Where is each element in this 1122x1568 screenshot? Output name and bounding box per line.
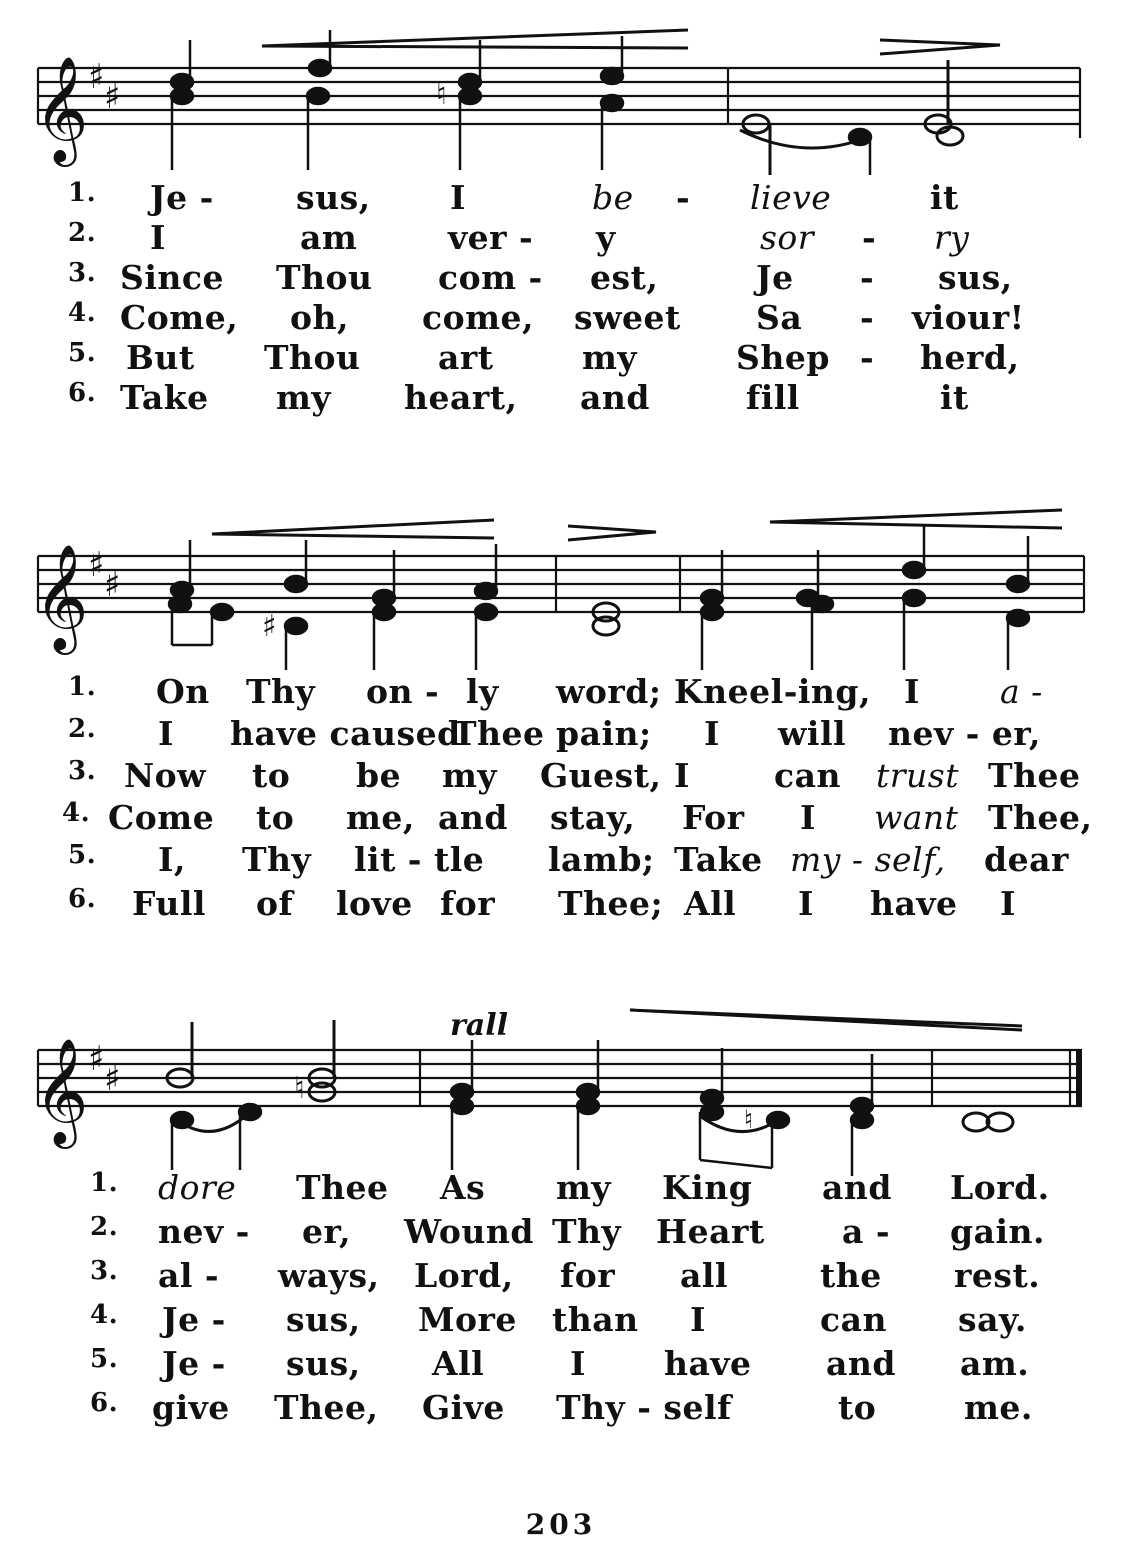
lyric-word: dore bbox=[158, 1168, 237, 1207]
lyric-word: Full bbox=[132, 884, 206, 923]
lyric-word: my bbox=[582, 338, 638, 377]
lyric-word: of bbox=[256, 884, 294, 923]
verse-line bbox=[0, 840, 1122, 878]
staff-3 bbox=[0, 1000, 1122, 1180]
lyric-word: y bbox=[596, 218, 616, 257]
lyric-word: can bbox=[820, 1300, 887, 1339]
verse-number: 1. bbox=[68, 672, 97, 702]
lyric-word: Thee; bbox=[558, 884, 664, 923]
system-3 bbox=[0, 1000, 1122, 1440]
verse-number: 2. bbox=[90, 1212, 119, 1242]
lyric-word: er, bbox=[302, 1212, 351, 1251]
lyric-word: Guest, bbox=[540, 756, 662, 795]
lyric-word: art bbox=[438, 338, 494, 377]
lyric-word: But bbox=[126, 338, 195, 377]
lyric-word: me. bbox=[964, 1388, 1033, 1427]
lyric-word: Thee bbox=[296, 1168, 389, 1207]
lyric-word: Wound bbox=[404, 1212, 534, 1251]
lyric-word: oh, bbox=[290, 298, 349, 337]
lyric-word: Thou bbox=[276, 258, 373, 297]
lyric-word: - bbox=[862, 218, 877, 257]
lyric-word: lit - tle bbox=[354, 840, 485, 879]
lyric-word: I bbox=[1000, 884, 1016, 923]
lyric-word: all bbox=[680, 1256, 728, 1295]
lyric-word: the bbox=[820, 1256, 882, 1295]
lyric-word: my bbox=[442, 756, 498, 795]
lyric-word: say. bbox=[958, 1300, 1027, 1339]
lyric-word: I bbox=[674, 756, 690, 795]
lyric-word: stay, bbox=[550, 798, 636, 837]
lyric-word: I bbox=[570, 1344, 586, 1383]
lyric-word: sus, bbox=[286, 1344, 361, 1383]
lyric-word: love bbox=[336, 884, 413, 923]
lyric-word: and bbox=[822, 1168, 892, 1207]
lyric-word: sus, bbox=[286, 1300, 361, 1339]
verse-line bbox=[0, 338, 1122, 376]
treble-clef-icon: 𝄞 bbox=[34, 55, 89, 162]
staff-1 bbox=[0, 0, 1122, 180]
natural-icon: ♮ bbox=[436, 77, 447, 112]
lyric-word: ly bbox=[466, 672, 499, 711]
lyric-word: Kneel-ing, bbox=[674, 672, 871, 711]
lyric-word: Thou bbox=[264, 338, 361, 377]
lyric-word: Take bbox=[120, 378, 209, 417]
lyric-word: Give bbox=[422, 1388, 505, 1427]
lyric-word: ways, bbox=[278, 1256, 380, 1295]
lyric-word: and bbox=[438, 798, 508, 837]
verse-number: 1. bbox=[68, 178, 97, 208]
verse-line bbox=[0, 378, 1122, 416]
verse-number: 5. bbox=[68, 840, 97, 870]
page-number: 203 bbox=[525, 1508, 597, 1541]
verse-line bbox=[0, 218, 1122, 256]
lyric-word: give bbox=[152, 1388, 230, 1427]
lyric-word: nev - bbox=[158, 1212, 250, 1251]
lyric-word: viour! bbox=[912, 298, 1025, 337]
lyric-word: I bbox=[798, 884, 814, 923]
lyric-word: As bbox=[440, 1168, 486, 1207]
lyric-word: al - bbox=[158, 1256, 220, 1295]
lyric-word: Since bbox=[120, 258, 224, 297]
sharp-icon: ♯ bbox=[88, 1039, 105, 1079]
verse-number: 2. bbox=[68, 714, 97, 744]
verse-line bbox=[0, 178, 1122, 216]
lyric-word: be bbox=[356, 756, 402, 795]
verse-number: 4. bbox=[90, 1300, 119, 1330]
verse-line bbox=[0, 714, 1122, 752]
lyric-word: have caused bbox=[230, 714, 461, 753]
system-1 bbox=[0, 0, 1122, 420]
lyric-word: heart, bbox=[404, 378, 518, 417]
sharp-icon: ♯ bbox=[88, 57, 105, 97]
verse-line bbox=[0, 1212, 1122, 1250]
lyric-word: I bbox=[800, 798, 816, 837]
treble-clef-icon: 𝄞 bbox=[34, 1037, 89, 1144]
lyric-word: Lord, bbox=[414, 1256, 514, 1295]
lyric-word: nev - er, bbox=[888, 714, 1041, 753]
lyric-word: Take bbox=[674, 840, 763, 879]
lyric-word: Shep bbox=[736, 338, 830, 377]
verse-number: 3. bbox=[68, 756, 97, 786]
verse-number: 6. bbox=[90, 1388, 119, 1418]
lyric-word: I bbox=[158, 714, 174, 753]
lyric-word: and bbox=[580, 378, 650, 417]
sharp-icon: ♯ bbox=[88, 545, 105, 585]
verse-line bbox=[0, 1300, 1122, 1338]
sharp-icon: ♯ bbox=[104, 77, 121, 117]
lyric-word: com - bbox=[438, 258, 543, 297]
lyric-word: For bbox=[682, 798, 745, 837]
lyric-word: it bbox=[940, 378, 969, 417]
lyric-word: than bbox=[552, 1300, 639, 1339]
lyric-word: Come, bbox=[120, 298, 239, 337]
lyric-word: for bbox=[440, 884, 496, 923]
lyric-word: can bbox=[774, 756, 841, 795]
verse-line bbox=[0, 1168, 1122, 1206]
sharp-icon: ♯ bbox=[104, 565, 121, 605]
verse-line bbox=[0, 1388, 1122, 1426]
verse-line bbox=[0, 1256, 1122, 1294]
lyric-word: I, bbox=[158, 840, 186, 879]
verse-number: 1. bbox=[90, 1168, 119, 1198]
lyric-word: All bbox=[432, 1344, 485, 1383]
lyric-word: ry bbox=[934, 218, 970, 257]
verse-line bbox=[0, 884, 1122, 922]
lyric-word: am. bbox=[960, 1344, 1030, 1383]
lyric-word: - bbox=[860, 298, 875, 337]
lyric-word: Sa bbox=[756, 298, 803, 337]
lyric-word: sweet bbox=[574, 298, 681, 337]
lyric-word: Thy bbox=[552, 1212, 622, 1251]
lyric-word: - bbox=[860, 338, 875, 377]
lyric-word: be bbox=[592, 178, 634, 217]
lyric-word: am bbox=[300, 218, 358, 257]
lyric-word: Thy bbox=[246, 672, 316, 711]
lyric-word: on - bbox=[366, 672, 440, 711]
lyric-word: my bbox=[556, 1168, 612, 1207]
lyric-word: to bbox=[252, 756, 291, 795]
lyric-word: herd, bbox=[920, 338, 1020, 377]
lyric-word: dear bbox=[984, 840, 1069, 879]
sharp-icon: ♯ bbox=[104, 1059, 121, 1099]
lyric-word: to bbox=[838, 1388, 877, 1427]
sharp-icon: ♯ bbox=[262, 609, 277, 644]
system-2 bbox=[0, 500, 1122, 940]
lyric-word: have bbox=[870, 884, 958, 923]
lyric-word: for bbox=[560, 1256, 616, 1295]
lyric-word: want bbox=[874, 798, 959, 837]
lyric-word: Je - bbox=[162, 1344, 226, 1383]
lyric-word: est, bbox=[590, 258, 659, 297]
lyric-word: Thee, bbox=[274, 1388, 379, 1427]
lyric-word: Thee bbox=[452, 714, 545, 753]
lyric-word: me, bbox=[346, 798, 415, 837]
lyric-word: I bbox=[690, 1300, 706, 1339]
lyric-word: sus, bbox=[296, 178, 371, 217]
treble-clef-icon: 𝄞 bbox=[34, 543, 89, 650]
lyric-word: my bbox=[276, 378, 332, 417]
natural-icon: ♮ bbox=[744, 1105, 754, 1135]
lyric-word: Thy - self bbox=[556, 1388, 732, 1427]
staff-2 bbox=[0, 500, 1122, 680]
lyric-word: and bbox=[826, 1344, 896, 1383]
lyric-word: - bbox=[676, 178, 691, 217]
lyric-word: ver - bbox=[448, 218, 534, 257]
lyric-word: All bbox=[684, 884, 737, 923]
verse-line bbox=[0, 756, 1122, 794]
lyric-word: More bbox=[418, 1300, 517, 1339]
lyric-word: King bbox=[662, 1168, 753, 1207]
lyric-word: - bbox=[860, 258, 875, 297]
verse-number: 5. bbox=[68, 338, 97, 368]
lyric-word: Come bbox=[108, 798, 215, 837]
lyric-word: fill bbox=[746, 378, 800, 417]
lyric-word: lamb; bbox=[548, 840, 655, 879]
verse-line bbox=[0, 798, 1122, 836]
lyric-word: On bbox=[156, 672, 210, 711]
lyric-word: trust bbox=[876, 756, 959, 795]
lyric-word: to bbox=[256, 798, 295, 837]
lyric-word: Je bbox=[756, 258, 794, 297]
lyric-word: a - bbox=[1000, 672, 1043, 711]
verse-line bbox=[0, 298, 1122, 336]
verse-number: 6. bbox=[68, 884, 97, 914]
lyric-word: Je - bbox=[150, 178, 214, 217]
lyric-word: rest. bbox=[954, 1256, 1041, 1295]
verse-line bbox=[0, 672, 1122, 710]
natural-icon: ♮ bbox=[294, 1071, 305, 1106]
verse-number: 5. bbox=[90, 1344, 119, 1374]
lyric-word: Lord. bbox=[950, 1168, 1050, 1207]
lyric-word: Thee, bbox=[988, 798, 1093, 837]
lyric-word: I bbox=[904, 672, 920, 711]
verse-number: 3. bbox=[90, 1256, 119, 1286]
lyric-word: a - bbox=[842, 1212, 891, 1251]
lyric-word: sor bbox=[760, 218, 815, 257]
verse-line bbox=[0, 258, 1122, 296]
lyric-word: Thy bbox=[242, 840, 312, 879]
verse-number: 4. bbox=[68, 298, 97, 328]
verse-number: 4. bbox=[62, 798, 91, 828]
lyric-word: Thee bbox=[988, 756, 1081, 795]
rall-marking: rall bbox=[450, 1008, 509, 1043]
lyric-word: Now bbox=[124, 756, 207, 795]
lyric-word: will bbox=[778, 714, 847, 753]
verse-number: 3. bbox=[68, 258, 97, 288]
lyric-word: lieve bbox=[750, 178, 832, 217]
lyric-word: it bbox=[930, 178, 959, 217]
lyric-word: I bbox=[450, 178, 466, 217]
lyric-word: I bbox=[150, 218, 166, 257]
lyric-word: I bbox=[704, 714, 720, 753]
lyric-word: word; bbox=[556, 672, 662, 711]
lyric-word: come, bbox=[422, 298, 535, 337]
lyric-word: my - self, bbox=[790, 840, 946, 879]
lyric-word: have bbox=[664, 1344, 752, 1383]
lyric-word: sus, bbox=[938, 258, 1013, 297]
lyric-word: pain; bbox=[556, 714, 652, 753]
verse-number: 6. bbox=[68, 378, 97, 408]
verse-line bbox=[0, 1344, 1122, 1382]
lyric-word: Heart bbox=[656, 1212, 765, 1251]
verse-number: 2. bbox=[68, 218, 97, 248]
lyric-word: gain. bbox=[950, 1212, 1045, 1251]
lyric-word: Je - bbox=[162, 1300, 226, 1339]
